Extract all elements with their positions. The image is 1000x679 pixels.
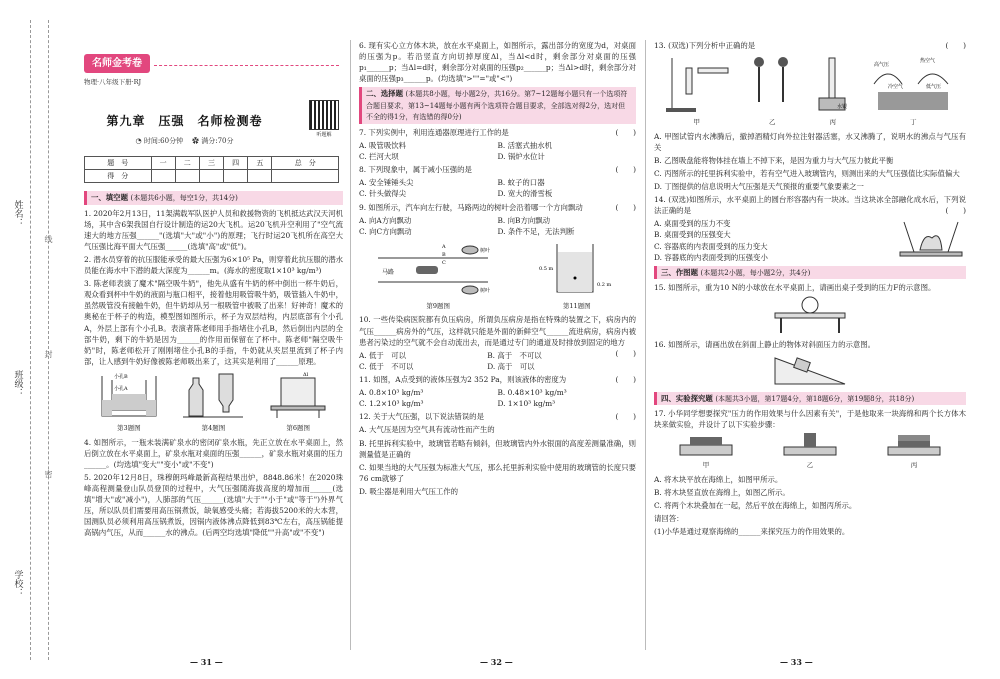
question-6: 6. 现有实心立方体木块，放在水平桌面上，如图所示，露出部分的宽度为d，对桌面的压强为p。若沿竖直方向切掉厚度Δl，当Δl<d时，剩余部分对桌面的压强p₁______p；当Δl=d时，剩余部分对桌面的压强p₂______p；当Δl>d时，剩余部分对桌面的压强p₃______p。(均选填">""="或"<")	[359, 41, 636, 84]
question-12	[359, 411, 636, 422]
figure-caption: 丁	[910, 117, 917, 126]
section-note: (本题共2小题，每小题2分，共4分)	[700, 268, 811, 277]
figure-13-jia	[662, 54, 732, 128]
step: A. 将木块平放在海绵上，如图甲所示。	[654, 474, 783, 484]
options	[359, 350, 615, 372]
question-14-body	[654, 218, 966, 262]
option: C. 向C方向飘动	[359, 226, 412, 236]
delta-l-label: Δl	[303, 372, 309, 379]
figure-11	[537, 240, 617, 312]
section-header	[654, 392, 966, 406]
question-14	[654, 194, 966, 216]
seal-word: 封	[44, 350, 53, 358]
option: A. 向A方向飘动	[359, 215, 412, 225]
dir-label: B	[442, 251, 446, 258]
figure-6	[263, 370, 333, 434]
dir-label: A	[442, 243, 446, 250]
ice-container-diagram	[896, 218, 966, 262]
page-33	[650, 0, 970, 679]
question-1: 1. 2020年2月13日，11架满载军队医护人员和救援物资的飞机抵达武汉天河机场，其中含6架我国自行设计制造的运20大飞机。运20飞机升空利用了"空气流速大的地方压强______"(选填"大"或"小")的原理；飞行时运20飞机所在高空大气压强比海平面大气压强______(选填"高"或"低")。	[84, 208, 343, 251]
score-cell: 题 号	[85, 157, 152, 170]
question-text: 7. 下列实例中，利用连通器原理进行工作的是	[359, 127, 509, 137]
option: D. 宽大的滑雪板	[497, 189, 553, 199]
column-divider	[645, 40, 646, 650]
option: B. 高于 不可以	[487, 350, 542, 360]
section-title: 三、作图题	[661, 267, 698, 277]
option: A. 吸管吸饮料	[359, 141, 406, 151]
section-header	[84, 191, 343, 205]
answer-paren[interactable]: ( )	[945, 41, 966, 50]
option: C. 丙图所示的托里拆利实验中，若有空气进入玻璃管内，则测出来的大气压强值比实际值偏大	[654, 168, 960, 178]
question-text: 11. 如图，A点受到的液体压强为2 352 Pa，则该液体的密度为	[359, 374, 567, 384]
block-diagram	[263, 370, 333, 420]
figure-15	[654, 295, 966, 338]
score-cell: 三	[199, 157, 223, 170]
option: B. 活塞式抽水机	[497, 141, 552, 151]
figure-17-bing	[884, 433, 944, 471]
section-note: (本题共6小题，每空1分，共14分)	[130, 194, 238, 202]
answer-paren[interactable]: ( )	[615, 165, 636, 175]
exam-time: 时间:60分钟	[143, 137, 184, 145]
option: B. 托里拆利实验中，玻璃管若略有倾斜，但玻璃管内外水银面的高度差测量准确，则测量值是正确的	[359, 438, 636, 459]
option: A. 安全锤锤头尖	[359, 178, 414, 188]
container-diagram	[537, 240, 617, 298]
question-text: 13. (双选)下列分析中正确的是	[654, 41, 756, 50]
figure-caption: 乙	[806, 461, 814, 470]
figure-16	[654, 352, 966, 389]
class-label: 班级：	[12, 370, 23, 397]
fold-line	[30, 20, 31, 660]
figure-caption: 第6题图	[286, 423, 310, 432]
question-8	[359, 164, 636, 175]
bottle-diagram	[183, 370, 243, 420]
option: A. 0.8×10³ kg/m³	[359, 388, 424, 398]
cup-diagram	[94, 370, 164, 420]
figure-caption: 甲	[693, 117, 700, 126]
weather-diagram	[868, 54, 958, 114]
figure-row	[654, 54, 966, 128]
option: C. 拦河大坝	[359, 152, 399, 162]
name-label: 姓名：	[12, 200, 23, 227]
figure-17-yi	[780, 433, 840, 471]
fig13-word: 低气压	[926, 84, 942, 91]
sponge-flat-block	[676, 433, 736, 457]
binding-gutter	[0, 0, 62, 679]
dir-label: C	[442, 259, 447, 266]
question-3: 3. 陈老师表演了魔术"隔空吸牛奶"，他先从盛有牛奶的杯中倒出一杯牛奶后，观众看到杯中牛奶的液面与瓶口相平，接着他用吸管吸牛奶，吸管插入牛奶中，虽然吸管没有接触牛奶，但牛奶却从另一根吸管中被吸了出来！好神奇！魔术的奥秘在于杯子的构造，模型图如图所示，杯子为双层结构，内层底部有个小孔A，外层上部有个小孔B。表演者陈老师用手指堵住小孔B，然后倒出内层的全部牛奶，剩下的牛奶是因为______的作用而保留在了杯中。陈老师"隔空吸牛奶"时，陈老师松开了刚刚堵住小孔B的手指，牛奶就从夹层里流到了杯子内部，让人感到牛奶好像被陈老师吸出来了，这其实是利用了______原理。	[84, 279, 343, 366]
incline-diagram	[765, 352, 855, 386]
fig9-label: 树叶	[480, 247, 491, 254]
page-number: — 32 —	[480, 657, 513, 667]
fig13-word: 热空气	[920, 58, 936, 65]
option: C. 针头做得尖	[359, 189, 407, 199]
figure-caption: 第4题图	[201, 423, 226, 432]
fig13-word: 水银	[836, 104, 847, 111]
option: D. 1×10³ kg/m³	[497, 399, 556, 409]
option: A. 桌面受到的压力不变	[654, 219, 731, 229]
question-4: 4. 如图所示，一瓶未装满矿泉水的密闭矿泉水瓶，先正立放在水平桌面上，然后倒立放在水平桌面上，矿泉水瓶对桌面的压强______，矿泉水瓶对桌面的压力______。(均选填"变大""变小"或"不变")	[84, 437, 343, 469]
school-label: 学校：	[12, 570, 23, 597]
answer-paren[interactable]: ( )	[945, 206, 966, 216]
question-17: 17. 小华同学想要探究"压力的作用效果与什么因素有关"，于是他取来一块海绵和两个长方体木块来做实验，并设计了以下实验步骤：	[654, 409, 966, 430]
page-32	[355, 0, 640, 679]
fig9-label: 马路	[382, 268, 395, 276]
options	[359, 387, 636, 409]
fig13-word: 高气压	[874, 62, 890, 69]
section-note: (本题共8小题，每小题2分，共16分。第7~12题每小题只有一个选项符合题目要求，第13~14题每小题有两个选项符合题目要求，全部选对得2分，选对但不全的得1分，有选错的得0分)	[366, 90, 628, 122]
option: C. 低于 不可以	[359, 361, 414, 371]
figure-13-ding	[868, 54, 958, 128]
column-divider	[350, 40, 351, 650]
figure-caption: 第11题图	[562, 301, 591, 310]
section-header	[359, 87, 636, 124]
question-15: 15. 如图所示，重为10 N的小球放在水平桌面上，请画出桌子受到的压力F的示意图。	[654, 283, 936, 293]
suction-cup-hooks	[747, 54, 797, 114]
option: A. 低于 可以	[359, 350, 406, 360]
question-text: 10. 一些传染病医院都有负压病房，所谓负压病房是指在特殊的装置之下，病房内的气压______病房外的气压，这样就只能是外面的新鲜空气______流进病房，病房内被患者污染过的空气就不会自动流出去，而是通过专门的通道及时排放到固定的地方	[359, 315, 636, 347]
question-16: 16. 如图所示，请画出放在斜面上静止的物体对斜面压力的示意图。	[654, 339, 876, 349]
figure-4	[183, 370, 243, 434]
options	[359, 177, 636, 199]
options	[359, 140, 636, 162]
sub-question: (1)小华是通过观察海绵的______来探究压力的作用效果的。	[654, 527, 850, 537]
question-text: 8. 下列现象中，属于减小压强的是	[359, 165, 472, 175]
option: B. 桌面受到的压强变大	[654, 230, 731, 240]
fig11-label: 0.5 m	[538, 265, 554, 272]
clock-icon: ◔	[135, 137, 142, 145]
options	[359, 215, 636, 237]
step: B. 将木块竖直放在海绵上，如图乙所示。	[654, 488, 790, 498]
option: B. 蚊子的口器	[497, 178, 545, 188]
figure-row	[359, 240, 636, 312]
options	[654, 218, 896, 262]
answer-paren[interactable]: ( )	[615, 412, 636, 422]
figure-caption: 乙	[769, 117, 776, 126]
figure-3	[94, 370, 164, 434]
score-cell: 五	[248, 157, 272, 170]
exam-full-score: 满分:70分	[201, 137, 234, 145]
option: A. 大气压是因为空气具有流动性而产生的	[359, 425, 495, 435]
brand-subtitle: 物理·八年级下册·RJ	[84, 78, 142, 86]
option: D. 条件不足，无法判断	[497, 226, 575, 236]
question-text: 14. (双选)如图所示，水平桌面上的圆台形容器内有一块冰。当这块冰全部融化成水后，下列说法正确的是	[654, 195, 966, 216]
question-7	[359, 127, 636, 138]
score-cell: 一	[151, 157, 175, 170]
page-number: — 33 —	[780, 657, 813, 667]
ball-on-table-diagram	[765, 295, 855, 335]
section-header	[654, 266, 966, 280]
figure-row	[654, 433, 966, 471]
option: C. 1.2×10³ kg/m³	[359, 399, 424, 409]
figure-13-yi	[747, 54, 797, 128]
answer-paren[interactable]: ( )	[615, 202, 636, 212]
line-word: 线	[44, 235, 53, 243]
fig9-label: 树叶	[480, 287, 491, 294]
syringe-apparatus	[662, 54, 732, 114]
answer-paren[interactable]: ( )	[615, 374, 636, 384]
figure-caption: 丙	[829, 117, 836, 126]
question-text: 12. 关于大气压强，以下说法错误的是	[359, 412, 484, 422]
figure-caption: 甲	[702, 461, 710, 470]
figure-caption: 第3题图	[117, 423, 141, 432]
figure-caption: 第9题图	[426, 301, 451, 310]
figure-9	[378, 240, 498, 312]
prompt: 请回答：	[654, 514, 684, 524]
page-31	[62, 0, 347, 679]
score-icon: ✿	[192, 137, 199, 145]
option: C. 如果当地的大气压强为标准大气压，那么托里拆利实验中使用的玻璃管的长度只要76 cm就够了	[359, 462, 636, 483]
question-2: 2. 潜水员穿着的抗压服能承受的最大压强为6×10⁵ Pa，则穿着此抗压服的潜水员能在海水中下潜的最大深度为______m。(海水的密度取1×10³ kg/m³)	[84, 254, 343, 276]
fig3-label: 小孔A	[113, 386, 128, 393]
option: D. 吸尘器是利用大气压工作的	[359, 486, 459, 496]
figure-17-jia	[676, 433, 736, 471]
section-title: 四、实验探究题	[661, 393, 713, 403]
chapter-title: 第九章 压强 名师检测卷	[106, 114, 263, 128]
section-note: (本题共3小题，第17题4分，第18题6分，第19题8分，共18分)	[715, 394, 915, 403]
question-9	[359, 202, 636, 213]
option: B. 向B方向飘动	[497, 215, 551, 225]
score-cell: 四	[224, 157, 248, 170]
fig11-label: 0.2 m	[596, 281, 612, 288]
sponge-stacked-blocks	[884, 433, 944, 457]
option: B. 0.48×10³ kg/m³	[497, 388, 567, 398]
brand-logo: 名师金考卷	[84, 54, 150, 73]
option: B. 乙图吸盘能将物体挂在墙上不掉下来，是因为重力与大气压力彼此平衡	[654, 155, 894, 165]
question-5: 5. 2020年12月8日，珠穆朗玛峰最新高程结果出炉，8848.86米！在2020珠峰高程测量登山队员登顶的过程中，大气压强随海拔高度的增加而______(选填"增大"或"减小")，人肺部的气压______(选填"大于""小于"或"等于")外界气压，所以队员们需要用高压锅煮饭，缺氧感受头痛；若海拔5200米的大本营，国测队员必须利用高压锅煮饭，因锅内液体沸点降低到83℃左右，高压锅能提高锅内气压，从而______水的沸点。(后两空均选填"降低""升高"或"不变")	[84, 472, 343, 538]
score-cell: 二	[175, 157, 199, 170]
option: D. 容器底的内表面受到的压强变小	[654, 252, 768, 262]
score-cell: 得 分	[85, 170, 152, 183]
page-number: — 31 —	[190, 657, 223, 667]
answer-paren[interactable]: ( )	[615, 127, 636, 137]
option: D. 锅炉水位计	[497, 152, 545, 162]
section-title: 二、选择题	[366, 89, 403, 99]
fig3-label: 小孔B	[113, 374, 128, 381]
step: C. 将两个木块叠加在一起，然后平放在海绵上，如图丙所示。	[654, 501, 857, 511]
road-diagram	[378, 240, 498, 298]
question-13	[654, 40, 966, 51]
answer-paren[interactable]: ( )	[615, 348, 636, 358]
torricelli-tube	[813, 54, 853, 114]
fig13-word: 冷空气	[888, 84, 904, 91]
figure-caption: 丙	[910, 461, 918, 470]
section-title: 一、填空题	[91, 193, 128, 202]
qr-label: 听题解	[316, 132, 332, 138]
option: D. 高于 可以	[487, 361, 535, 371]
sponge-upright-block	[780, 433, 840, 457]
question-11	[359, 374, 636, 385]
figure-row	[84, 370, 343, 434]
secret-word: 密	[44, 470, 53, 478]
option: A. 甲图试管内水沸腾后，撤掉酒精灯向外拉注射器活塞，水又沸腾了，说明水的沸点与气压有关	[654, 131, 966, 152]
figure-13-bing	[813, 54, 853, 128]
cut-line	[48, 20, 49, 660]
score-cell: 总 分	[272, 157, 339, 170]
question-text: 9. 如图所示，汽车向左行驶，马路两边的树叶会沿着哪一个方向飘动	[359, 202, 583, 212]
option: C. 容器底的内表面受到的压力变大	[654, 241, 768, 251]
option: D. 丁图提供的信息说明大气压强是天气预报的重要气象要素之一	[654, 182, 864, 192]
